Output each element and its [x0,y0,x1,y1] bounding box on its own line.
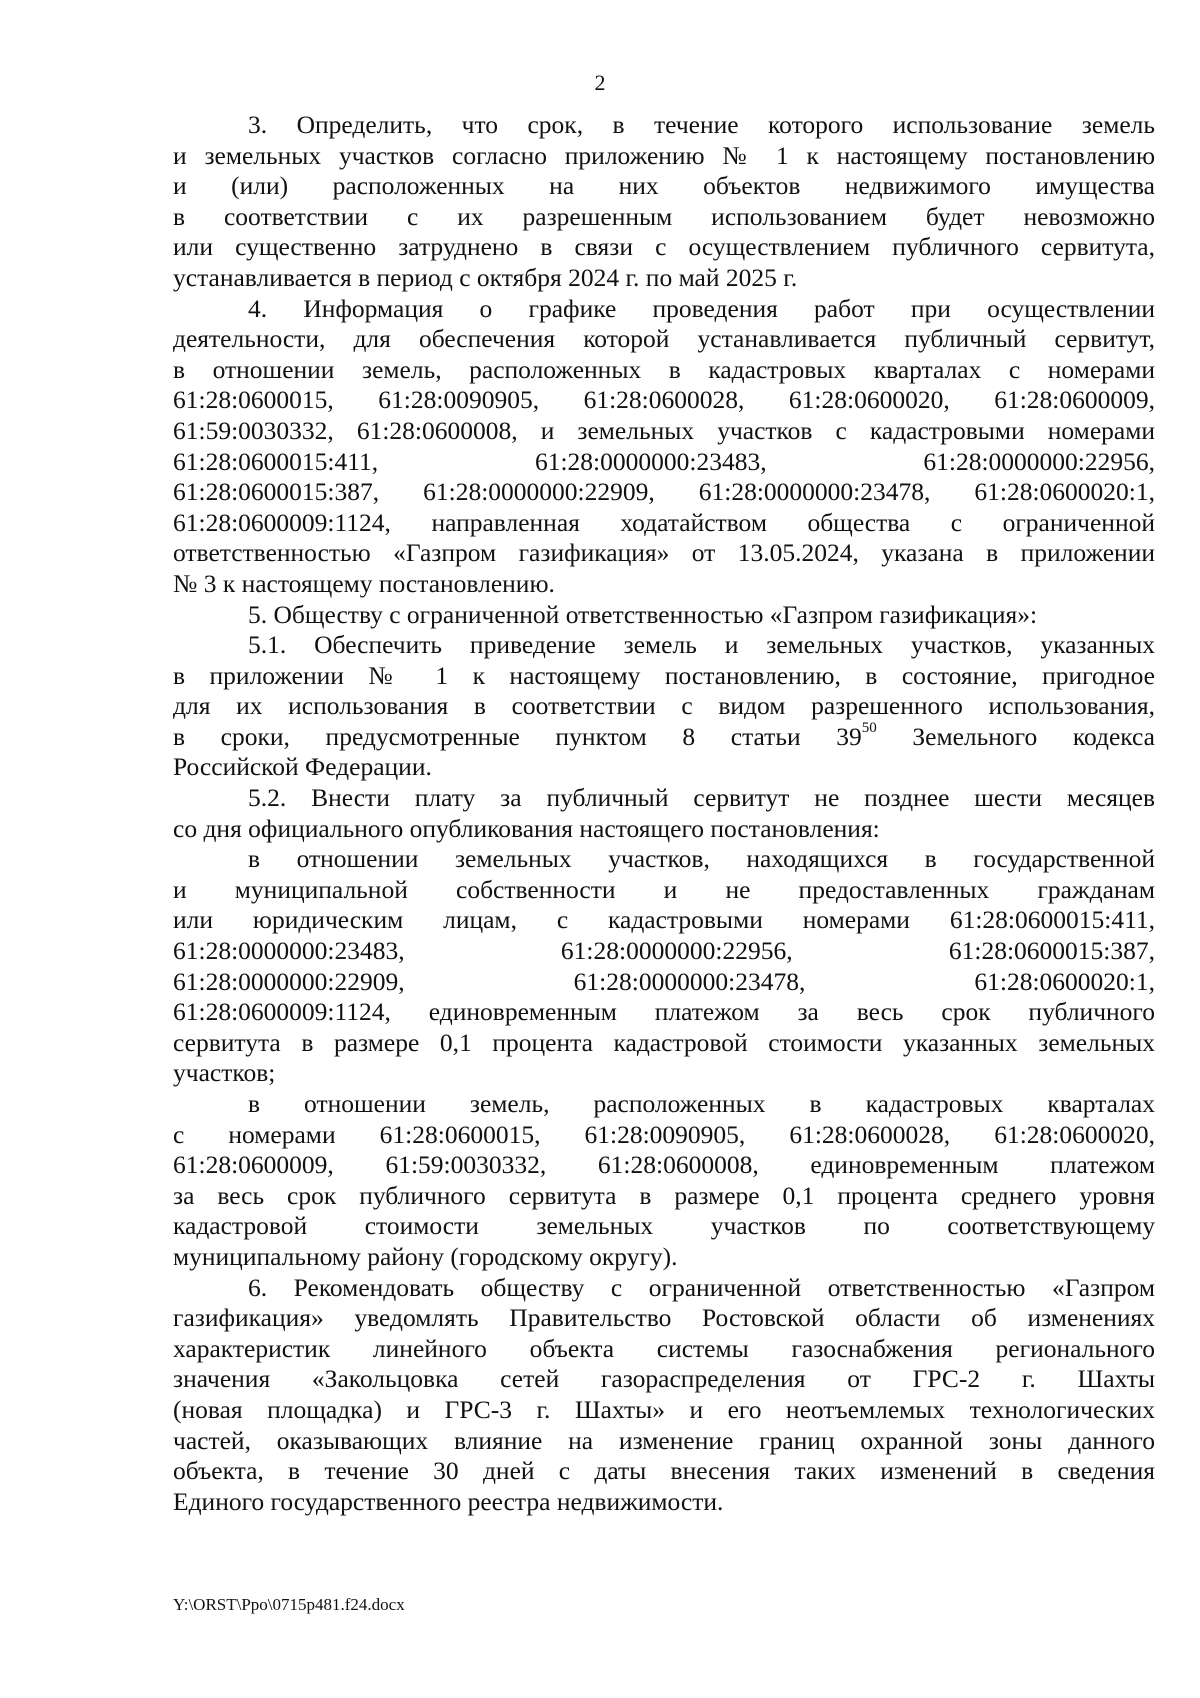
paragraph-6 [173,1273,1155,1518]
text-line: 4. Информация о графике проведения работ при осуществлении [248,293,1155,323]
paragraph-5-2 [173,783,1155,844]
text-line: газификация» уведомлять Правительство Ростовской области об изменениях [173,1303,1155,1333]
superscript: 50 [861,720,877,737]
text-line: 61:28:0600015:387, 61:28:0000000:22909, 61:28:0000000:23478, 61:28:0600020:1, [173,477,1155,507]
footer-file-path: Y:\ORST\Ppo\0715p481.f24.docx [173,1595,405,1614]
text-line: 61:28:0000000:23483, 61:28:0000000:22956, 61:28:0600015:387, [173,936,1155,966]
text-line: участков; [173,1058,276,1088]
text-line: в отношении земель, расположенных в кадастровых кварталах с номерами [173,354,1155,384]
document-body [173,110,1155,1517]
text-line: 5.1. Обеспечить приведение земель и земельных участков, указанных [248,630,1155,660]
page-number: 2 [594,70,606,95]
text-line: деятельности, для обеспечения которой устанавливается публичный сервитут, [173,324,1155,354]
text-line: 61:28:0600009:1124, направленная ходатайством общества с ограниченной [173,507,1155,537]
text-line: и муниципальной собственности и не предоставленных гражданам [173,874,1155,904]
text-line: значения «Закольцовка сетей газораспределения от ГРС-2 г. Шахты [173,1364,1155,1394]
text-segment: Земельного кодекса [876,721,1155,751]
text-line: в приложении № 1 к настоящему постановлению, в состояние, пригодное [173,660,1155,690]
text-line: в отношении земельных участков, находящихся в государственной [248,844,1155,874]
text-line: частей, оказывающих влияние на изменение границ охранной зоны данного [173,1425,1155,1455]
text-line: или юридическим лицам, с кадастровыми номерами 61:28:0600015:411, [173,905,1155,935]
text-line: 61:28:0000000:22909, 61:28:0000000:23478, 61:28:0600020:1, [173,966,1155,996]
paragraph-5-1 [173,630,1155,783]
text-line: (новая площадка) и ГРС-3 г. Шахты» и его неотъемлемых технологических [173,1394,1155,1424]
text-line: Единого государственного реестра недвижимости. [173,1486,724,1516]
text-line: характеристик линейного объекта системы газоснабжения регионального [173,1333,1155,1363]
text-line: Российской Федерации. [173,752,432,782]
text-line-with-superscript [173,722,1155,753]
text-line: с номерами 61:28:0600015, 61:28:0090905, 61:28:0600028, 61:28:0600020, [173,1119,1155,1149]
text-line: со дня официального опубликования настоящего постановления: [173,813,880,843]
text-line: и (или) расположенных на них объектов недвижимого имущества [173,171,1155,201]
text-line: ответственностью «Газпром газификация» от 13.05.2024, указана в приложении [173,538,1155,568]
text-line: 5.2. Внести плату за публичный сервитут не позднее шести месяцев [248,783,1155,813]
paragraph-5 [173,600,1155,631]
text-line: для их использования в соответствии с видом разрешенного использования, [173,691,1155,721]
text-line: в отношении земель, расположенных в кадастровых кварталах [248,1089,1155,1118]
text-line: 61:28:0600015:411, 61:28:0000000:23483, 61:28:0000000:22956, [173,446,1155,476]
paragraph-3 [173,110,1155,294]
text-line: и земельных участков согласно приложению № 1 к настоящему постановлению [173,140,1155,170]
text-line: объекта, в течение 30 дней с даты внесения таких изменений в сведения [173,1456,1155,1486]
text-line: или существенно затруднено в связи с осуществлением публичного сервитута, [173,232,1155,262]
text-line: за весь срок публичного сервитута в размере 0,1 процента среднего уровня [173,1180,1155,1210]
text-line: в соответствии с их разрешенным использованием будет невозможно [173,201,1155,231]
text-line: устанавливается в период с октября 2024 г. по май 2025 г. [173,262,798,292]
text-line: № 3 к настоящему постановлению. [173,568,555,598]
text-line: 61:28:0600015, 61:28:0090905, 61:28:0600028, 61:28:0600020, 61:28:0600009, [173,385,1155,415]
text-line: сервитута в размере 0,1 процента кадастровой стоимости указанных земельных [173,1027,1155,1057]
text-line: муниципальному району (городскому округу). [173,1241,678,1271]
text-line: 5. Обществу с ограниченной ответственностью «Газпром газификация»: [248,599,1038,629]
text-line: кадастровой стоимости земельных участков по соответствующему [173,1211,1155,1241]
text-line: 61:59:0030332, 61:28:0600008, и земельных участков с кадастровыми номерами [173,415,1155,445]
text-segment: в сроки, предусмотренные пунктом 8 статьи 39 [173,721,862,751]
paragraph-5-2-state-lands [173,844,1155,1089]
paragraph-5-2-quarters [173,1089,1155,1273]
text-line: 3. Определить, что срок, в течение которого использование земель [248,110,1155,139]
text-line: 6. Рекомендовать обществу с ограниченной ответственностью «Газпром [248,1272,1155,1302]
paragraph-4 [173,294,1155,600]
text-line: 61:28:0600009:1124, единовременным платежом за весь срок публичного [173,997,1155,1027]
text-line: 61:28:0600009, 61:59:0030332, 61:28:0600008, единовременным платежом [173,1150,1155,1180]
